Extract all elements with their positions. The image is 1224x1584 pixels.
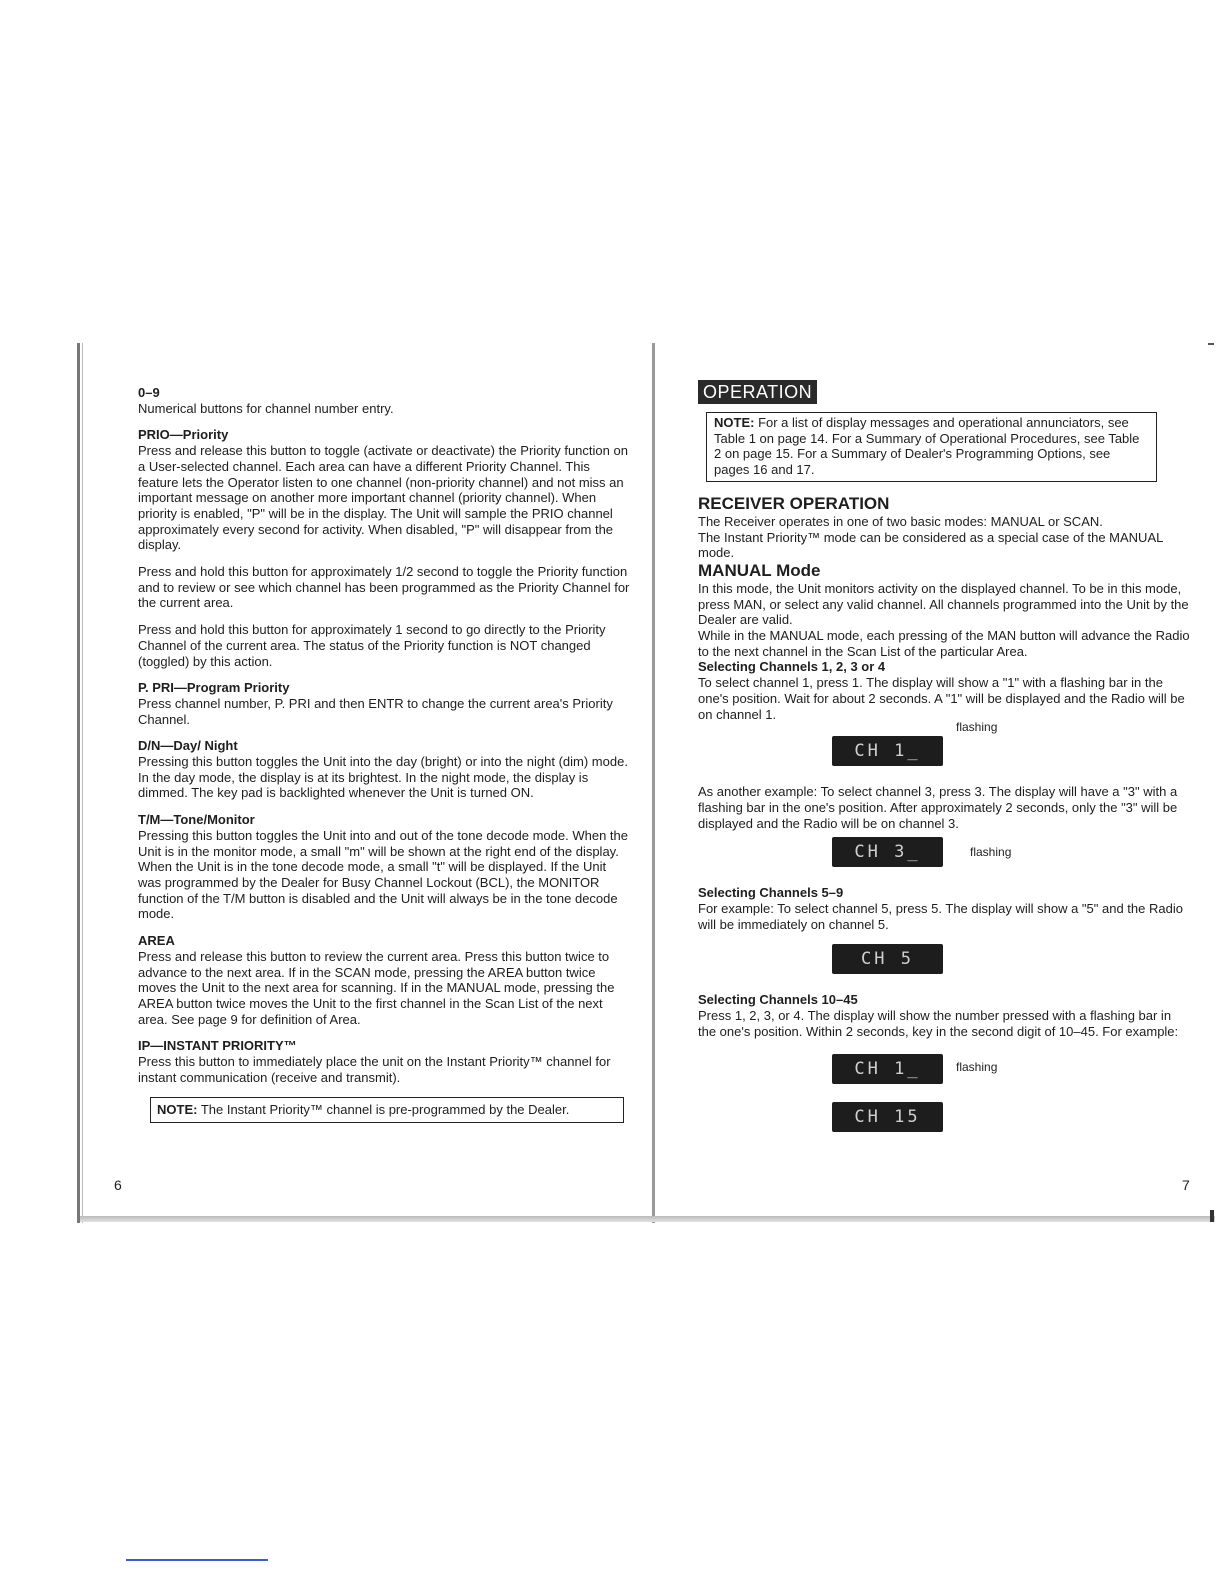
item-dn — [138, 738, 630, 801]
item-body: Press and release this button to review the current area. Press this button twice to advance to the next area. If in the SCAN mode, pressing the AREA button twice moves the Unit to the next area for scanning. If in the MANUAL mode, pressing the AREA button twice moves the Unit to the first channel in the Scan List of the next area. See page 9 for definition of Area. — [138, 948, 615, 1027]
item-body: Press this button to immediately place the unit on the Instant Priority™ channel for instant communication (receive and transmit). — [138, 1054, 611, 1085]
lcd-display: CH 5 — [832, 944, 943, 974]
item-prio — [138, 427, 630, 553]
lcd-example-2 — [698, 837, 1190, 875]
lcd-example-1 — [698, 720, 1190, 774]
select-5-9-heading: Selecting Channels 5–9 — [698, 885, 844, 901]
operation-note — [706, 412, 1157, 482]
item-body: Numerical buttons for channel number entry. — [138, 400, 394, 416]
lcd-example-3 — [698, 944, 1190, 982]
select-5-9-text: For example: To select channel 5, press 5. The display will show a "5" and the Radio will be immediately on channel 5. — [698, 901, 1183, 932]
instant-priority-note — [150, 1097, 624, 1123]
lcd-example-4 — [698, 1054, 1190, 1092]
item-heading: P. PRI—Program Priority — [138, 680, 290, 696]
note-text: The Instant Priority™ channel is pre-programmed by the Dealer. — [197, 1102, 570, 1118]
item-ip — [138, 1038, 630, 1085]
item-heading: PRIO—Priority — [138, 427, 229, 443]
item-body: Press and hold this button for approximately 1/2 second to toggle the Priority function and to review or see which channel has been programmed as the Priority Channel for the current area. — [138, 564, 630, 611]
receiver-text: The Receiver operates in one of two basic modes: MANUAL or SCAN. — [698, 513, 1103, 529]
item-body: Pressing this button toggles the Unit into and out of the tone decode mode. When the Unit is in the monitor mode, a small "m" will be shown at the right end of the display. When the Unit is in the tone decode mode, a small "t" will be displayed. If the Unit was programmed by the Dealer for Busy Channel Lockout (BCL), the MONITOR function of the T/M button is disabled and the Unit will always be in the tone decode mode. — [138, 827, 628, 922]
item-heading: IP—INSTANT PRIORITY™ — [138, 1038, 297, 1054]
operation-title: OPERATION — [698, 380, 817, 404]
page-number-left: 6 — [114, 1177, 122, 1193]
select-1-4-text: To select channel 1, press 1. The display will show a "1" with a flashing bar in the one's position. Wait for about 2 seconds. A "1" will be displayed and the Radio will be on channel 1. — [698, 675, 1185, 722]
manual-text: While in the MANUAL mode, each pressing of the MAN button will advance the Radio to the next channel in the Scan List of the particular Area. — [698, 628, 1190, 659]
page-mark — [1208, 343, 1214, 345]
item-heading: 0–9 — [138, 385, 160, 400]
note-label: NOTE: — [714, 415, 755, 430]
left-page-column — [138, 385, 630, 1123]
receiver-heading: RECEIVER OPERATION — [698, 493, 890, 513]
lcd-example-5 — [698, 1102, 1190, 1140]
page-edge — [82, 343, 83, 1223]
receiver-text: The Instant Priority™ mode can be considered as a special case of the MANUAL mode. — [698, 529, 1163, 561]
select-10-45-heading: Selecting Channels 10–45 — [698, 992, 858, 1008]
flashing-label: flashing — [956, 1059, 998, 1074]
right-page-column — [698, 380, 1190, 1150]
item-area — [138, 933, 630, 1027]
item-heading: T/M—Tone/Monitor — [138, 812, 255, 828]
item-body: Pressing this button toggles the Unit into the day (bright) or into the night (dim) mode. In the day mode, the display is at its brightest. In the night mode, the display is dimmed. The key pad is backlighted whenever the Unit is turned ON. — [138, 754, 628, 801]
item-ppri — [138, 680, 630, 727]
lcd-display: CH 1_ — [832, 1054, 943, 1084]
note-label: NOTE: — [157, 1102, 198, 1118]
item-heading: AREA — [138, 933, 175, 949]
page-mark — [1210, 1210, 1214, 1222]
note-text: For a list of display messages and operational annunciators, see Table 1 on page 14. For a Summary of Operational Procedures, see Table 2 on page 15. For a Summary of Dealer's Programming Options, see pages 16 and 17. — [714, 415, 1140, 478]
lcd-display: CH 1_ — [832, 736, 943, 766]
item-0-9 — [138, 385, 630, 416]
item-body: Press and release this button to toggle (activate or deactivate) the Priority function on a User-selected channel. Each area can have a different Priority Channel. This feature lets the Operator listen to one channel (non-priority channel) and not miss an important message on another more important channel (priority channel). When priority is enabled, "P" will be in the display. The Unit will sample the PRIO channel approximately every second for activity. When disabled, "P" will disappear from the display. — [138, 443, 628, 553]
manual-heading: MANUAL Mode — [698, 560, 821, 580]
flashing-label: flashing — [970, 845, 1012, 860]
example-text: As another example: To select channel 3, press 3. The display will have a "3" with a flashing bar in the one's position. After approximately 2 seconds, only the "3" will be displayed and the Radio will be on channel 3. — [698, 784, 1178, 831]
item-prio-hold-half — [138, 564, 630, 611]
page-gutter — [652, 343, 655, 1223]
item-heading: D/N—Day/ Night — [138, 738, 238, 754]
item-tm — [138, 812, 630, 922]
flashing-label: flashing — [956, 720, 998, 735]
lcd-display: CH 3_ — [832, 837, 943, 867]
item-body: Press and hold this button for approximately 1 second to go directly to the Priority Channel of the current area. The status of the Priority function is NOT changed (toggled) by this action. — [138, 622, 606, 669]
page-edge — [77, 343, 80, 1223]
item-prio-hold-one — [138, 622, 630, 669]
item-body: Press channel number, P. PRI and then ENTR to change the current area's Priority Channel. — [138, 695, 613, 727]
select-1-4-heading: Selecting Channels 1, 2, 3 or 4 — [698, 659, 886, 675]
lcd-display: CH 15 — [832, 1102, 943, 1132]
link-underline — [126, 1559, 268, 1561]
page-number-right: 7 — [1182, 1177, 1190, 1193]
manual-text: In this mode, the Unit monitors activity on the displayed channel. To be in this mode, press MAN, or select any valid channel. All channels programmed into the Unit by the Dealer are valid. — [698, 580, 1189, 628]
page-bottom-edge — [80, 1216, 1215, 1222]
select-10-45-text: Press 1, 2, 3, or 4. The display will show the number pressed with a flashing bar in the one's position. Within 2 seconds, key in the second digit of 10–45. For example: — [698, 1008, 1179, 1039]
